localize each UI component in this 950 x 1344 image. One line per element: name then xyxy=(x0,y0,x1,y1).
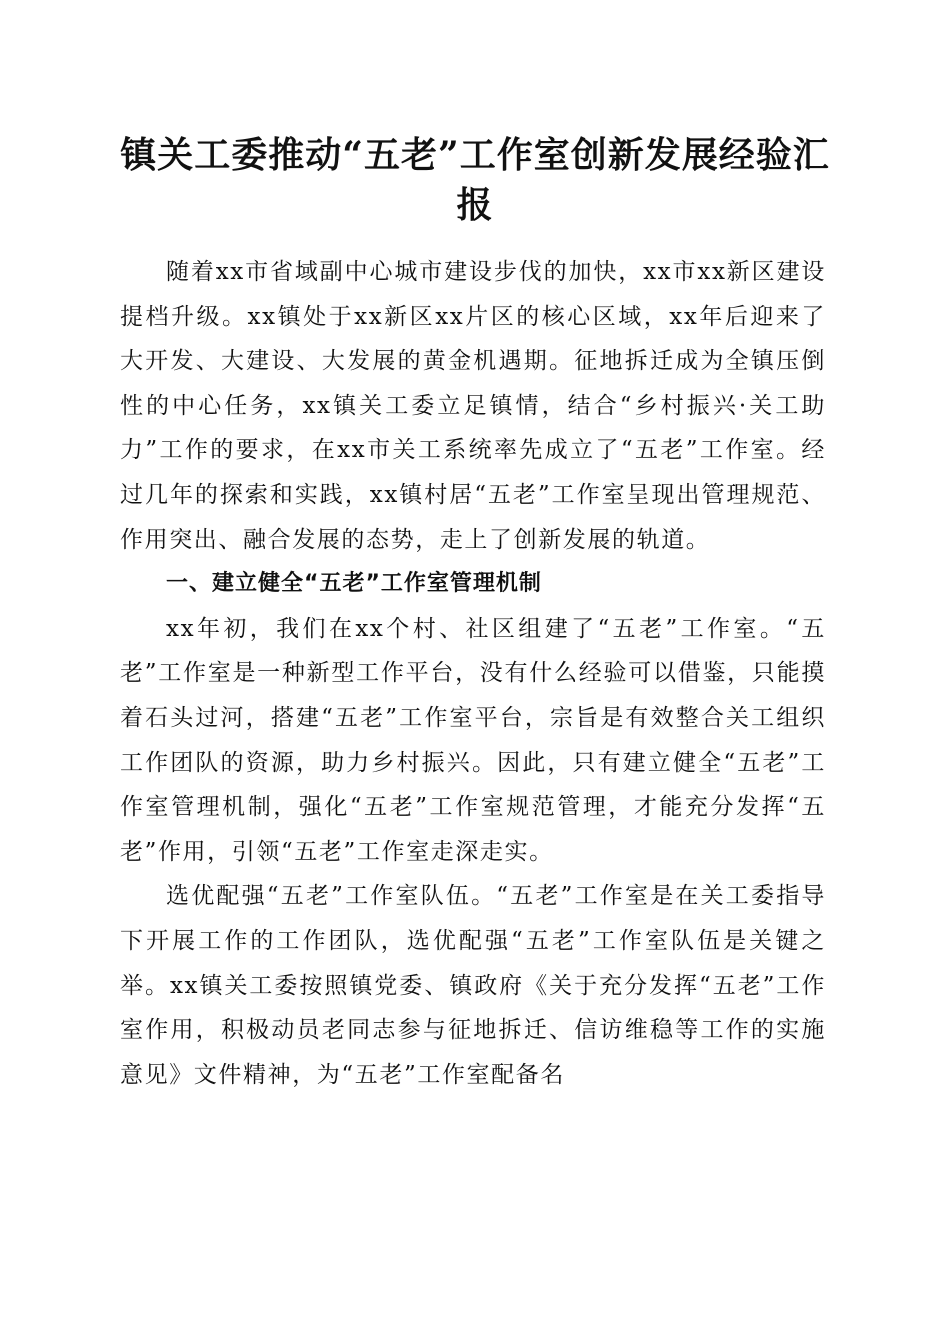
document-title: 镇关工委推动“五老”工作室创新发展经验汇报 xyxy=(120,134,830,226)
document-body xyxy=(120,250,826,1097)
section-heading-1: 一、建立健全“五老”工作室管理机制 xyxy=(166,571,542,597)
paragraph-intro: 随着xx市省域副中心城市建设步伐的加快，xx市xx新区建设提档升级。xx镇处于xx新区xx片区的核心区域，xx年后迎来了大开发、大建设、大发展的黄金机遇期。征地拆迁成为全镇压倒性的中心任务，xx镇关工委立足镇情，结合“乡村振兴·关工助力”工作的要求，在xx市关工系统率先成立了“五老”工作室。经过几年的探索和实践，xx镇村居“五老”工作室呈现出管理规范、作用突出、融合发展的态势，走上了创新发展的轨道。 xyxy=(120,259,826,553)
paragraph-team-building: 选优配强“五老”工作室队伍。“五老”工作室是在关工委指导下开展工作的工作团队，选优配强“五老”工作室队伍是关键之举。xx镇关工委按照镇党委、镇政府《关于充分发挥“五老”工作室作用，积极动员老同志参与征地拆迁、信访维稳等工作的实施意见》文件精神，为“五老”工作室配备名 xyxy=(120,883,826,1088)
paragraph-section-1: xx年初，我们在xx个村、社区组建了“五老”工作室。“五老”工作室是一种新型工作平台，没有什么经验可以借鉴，只能摸着石头过河，搭建“五老”工作室平台，宗旨是有效整合关工组织工作团队的资源，助力乡村振兴。因此，只有建立健全“五老”工作室管理机制，强化“五老”工作室规范管理，才能充分发挥“五老”作用，引领“五老”工作室走深走实。 xyxy=(120,615,826,865)
